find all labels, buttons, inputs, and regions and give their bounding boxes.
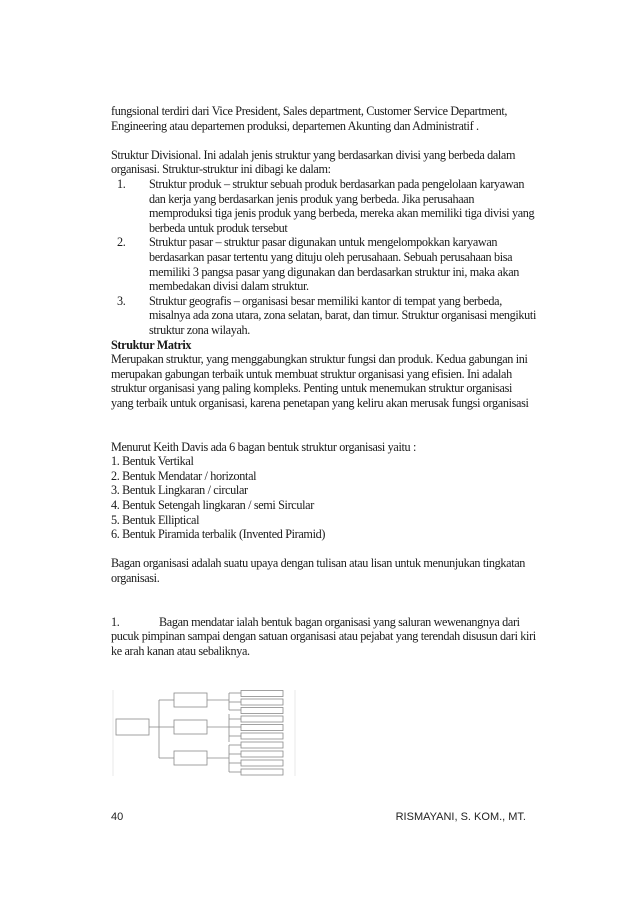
chart-root-box: [116, 719, 149, 735]
chart-level3-box: [241, 760, 283, 766]
list-item: 2. Bentuk Mendatar / horizontal: [111, 468, 257, 483]
horizontal-org-chart-figure: [111, 690, 297, 776]
chart-level3-box: [241, 725, 283, 731]
list-item: 5. Bentuk Elliptical: [111, 512, 200, 527]
chart-level3-box: [241, 691, 283, 697]
paragraph-bagan-definition: Bagan organisasi adalah suatu upaya dengan tulisan atau lisan untuk menunjukan tingkatan organisasi.: [111, 556, 526, 585]
list-item: 1. Struktur produk – struktur sebuah produk berdasarkan pada pengelolaan karyawan dan kerja yang berdasarkan jenis produk yang berbeda. Jika perusahaan memproduksi tiga jenis produk yang berbeda, mereka akan memiliki tiga divisi yang berbeda untuk produk tersebut: [117, 176, 535, 235]
page-number: 40: [111, 811, 124, 823]
chart-level2-box: [174, 751, 207, 765]
paragraph-divisional: Struktur Divisional. Ini adalah jenis struktur yang berdasarkan divisi yang berbeda dalam organisasi. Struktur-struktur ini dibagi ke dalam:: [111, 147, 516, 177]
list-item: 6. Bentuk Piramida terbalik (Invented Piramid): [111, 527, 326, 542]
chart-level3-box: [241, 769, 283, 775]
list-item: 4. Bentuk Setengah lingkaran / semi Sircular: [111, 498, 314, 513]
list-item: 1. Bentuk Vertikal: [111, 454, 194, 469]
chart-level3-box: [241, 708, 283, 714]
matrix-heading: Struktur Matrix: [111, 337, 192, 352]
chart-level3-box: [241, 742, 283, 748]
chart-level2-box: [174, 693, 207, 707]
chart-level3-box: [241, 716, 283, 722]
chart-level3-box: [241, 733, 283, 739]
body-text: [111, 104, 536, 659]
paragraph-bagan-mendatar: 1. Bagan mendatar ialah bentuk bagan organisasi yang saluran wewenangnya dari pucuk pimpinan sampai dengan satuan organisasi atau pejabat yang terendah disusun dari kiri ke arah kanan atau sebaliknya.: [111, 614, 536, 658]
list-item: 3. Struktur geografis – organisasi besar memiliki kantor di tempat yang berbeda, misalnya ada zona utara, zona selatan, barat, dan timur. Struktur organisasi mengikuti struktur zona wilayah.: [117, 293, 536, 337]
chart-level2-box: [174, 720, 207, 734]
footer-author: RISMAYANI, S. KOM., MT.: [395, 811, 526, 823]
divisional-list: [111, 177, 536, 338]
list-item: 3. Bentuk Lingkaran / circular: [111, 483, 248, 498]
chart-level3-box: [241, 751, 283, 757]
paragraph-davis-intro: Menurut Keith Davis ada 6 bagan bentuk struktur organisasi yaitu :: [111, 439, 416, 454]
paragraph-functional-continued: fungsional terdiri dari Vice President, Sales department, Customer Service Department, Engineering atau departemen produksi, departemen Akunting dan Administratif .: [111, 104, 508, 133]
list-item: 2. Struktur pasar – struktur pasar digunakan untuk mengelompokkan karyawan berdasarkan pasar tertentu yang dituju oleh perusahaan. Sebuah perusahaan bisa memiliki 3 pangsa pasar yang digunakan dan berdasarkan struktur ini, maka akan membedakan divisi dalam struktur.: [117, 235, 520, 294]
paragraph-matrix: Merupakan struktur, yang menggabungkan struktur fungsi dan produk. Kedua gabungan ini merupakan gabungan terbaik untuk membuat struktur organisasi yang efisien. Ini adalah struktur organisasi yang paling kompleks. Penting untuk menemukan struktur organisasi yang terbaik untuk organisasi, karena penetapan yang keliru akan merusak fungsi organisasi: [111, 352, 529, 410]
chart-level3-box: [241, 699, 283, 705]
